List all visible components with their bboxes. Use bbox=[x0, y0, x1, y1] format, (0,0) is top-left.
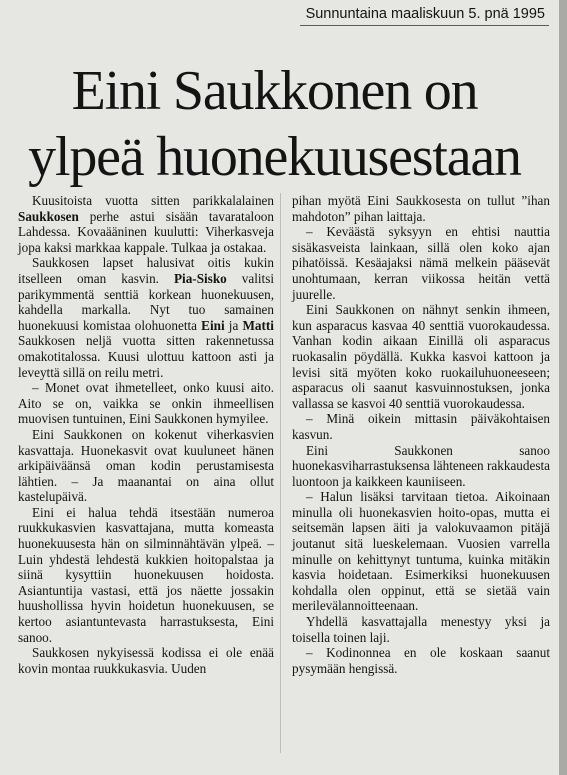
paragraph bbox=[18, 255, 274, 380]
headline-line-2: ylpeä huonekuusestaan bbox=[28, 126, 521, 188]
paragraph: Eini Saukkonen sanoo huonekasviharrastuksensa lähteneen rakkaudesta luontoon ja kaikkeen kauniiseen. bbox=[292, 442, 550, 489]
header-rule bbox=[300, 25, 549, 26]
name-bold: Matti bbox=[242, 317, 274, 333]
article-column-right bbox=[292, 193, 550, 676]
text-run: perhe astui sisään tavarataloon Lahdessa. Kovaääninen kuulutti: Viherkasveja jopa kaksi markkaa kappale. Tulkaa ja ostakaa. bbox=[18, 208, 274, 255]
paragraph: – Minä oikein mittasin päiväkohtaisen kasvun. bbox=[292, 411, 550, 442]
paragraph: pihan myötä Eini Saukkosesta on tullut ”ihan mahdoton” pihan laittaja. bbox=[292, 193, 550, 224]
text-run: Saukkosen neljä vuotta sitten rakennetussa omakotitalossa. Kuusi ulottuu kattoon asti ja leveyttä sillä on reilu metri. bbox=[18, 333, 274, 380]
text-run: Kuusitoista vuotta sitten parikkalalainen bbox=[32, 193, 274, 208]
paragraph: Eini ei halua tehdä itsestään numeroa ruukkukasvien kasvattajana, mutta komeasta huonekuusesta hän on silminnähtävän ylpeä. – Luin yhdestä lehdestä kukkien hoitopalstaa ja siinä kysyttiin huonekuusen hoidosta. Asiantuntija vastasi, että jos näette jossakin huushollissa hyvin hoidetun huonekuusen, se kertoo asiantuntevasta harrastuksesta, Eini sanoo. bbox=[18, 504, 274, 645]
headline-line-1: Eini Saukkonen on bbox=[71, 60, 478, 122]
text-run: Saukkosen lapset halusivat oitis kukin itselleen oman kasvin. bbox=[18, 255, 274, 286]
headline bbox=[0, 58, 549, 190]
paragraph: – Halun lisäksi tarvitaan tietoa. Aikoinaan minulla oli huonekasvien hoito-opas, mutta ei seitsemän lapsen äiti ja valokuvaamon pitäjä joutanut sitä lueskelemaan. Vuosien varrella minulle on kehittynyt tuntuma, kuinka mitäkin kasvia hoidetaan. Esimerkiksi huonekuusen kohdalla olen oppinut, että se sietää vain merilevälannoitteenaan. bbox=[292, 489, 550, 614]
name-bold: Pia-Sisko bbox=[173, 270, 227, 286]
paragraph bbox=[18, 193, 274, 255]
paragraph: Eini Saukkonen on kokenut viherkasvien kasvattaja. Huonekasvit ovat kuuluneet hänen arkipäiväänsä oman kodin perustamisesta lähtien. – Ja maanantai on aina ollut kastelupäivä. bbox=[18, 426, 274, 505]
paragraph: Yhdellä kasvattajalla menestyy yksi ja toisella toinen laji. bbox=[292, 614, 550, 645]
text-run: ja bbox=[224, 317, 243, 333]
paragraph: – Monet ovat ihmetelleet, onko kuusi aito. Aito se on, vaikka se onkin ihmeellisen muovisen tuntuinen, Eini Saukkonen hymyilee. bbox=[18, 380, 274, 427]
column-divider bbox=[280, 193, 281, 753]
article-column-left bbox=[18, 193, 274, 676]
name-bold: Eini bbox=[201, 317, 225, 333]
paragraph: – Kodinonnea en ole koskaan saanut pysymään hengissä. bbox=[292, 645, 550, 676]
paragraph: Saukkosen nykyisessä kodissa ei ole enää kovin montaa ruukkukasvia. Uuden bbox=[18, 645, 274, 676]
paragraph: Eini Saukkonen on nähnyt senkin ihmeen, kun asparacus kasvaa 40 senttiä vuorokaudessa. Vanhan kodin aikaan Einillä oli asparacus ruokasalin pöydällä. Kukka kasvoi kattoon ja levisi sitä myöten koko ruokailuhuoneeseen; asparacus oli saanut kasvuinnostuksen, jonka vallassa se kasvoi 40 senttiä vuorokaudessa. bbox=[292, 302, 550, 411]
name-bold: Saukkosen bbox=[18, 208, 79, 224]
paragraph: – Keväästä syksyyn en ehtisi nauttia sisäkasveista lainkaan, sillä olen koko ajan pihatöissä. Kesäajaksi nämä melkein pääsevät unohtumaan, kerran viikossa heitän vettä juurelle. bbox=[292, 224, 550, 302]
dateline: Sunnuntaina maaliskuun 5. pnä 1995 bbox=[305, 6, 545, 22]
text-run: valitsi parikymmentä senttiä korkean huonekuusen, kahdella markalla. Nyt tuo samainen huonekuusi komistaa olohuonetta bbox=[18, 270, 274, 333]
